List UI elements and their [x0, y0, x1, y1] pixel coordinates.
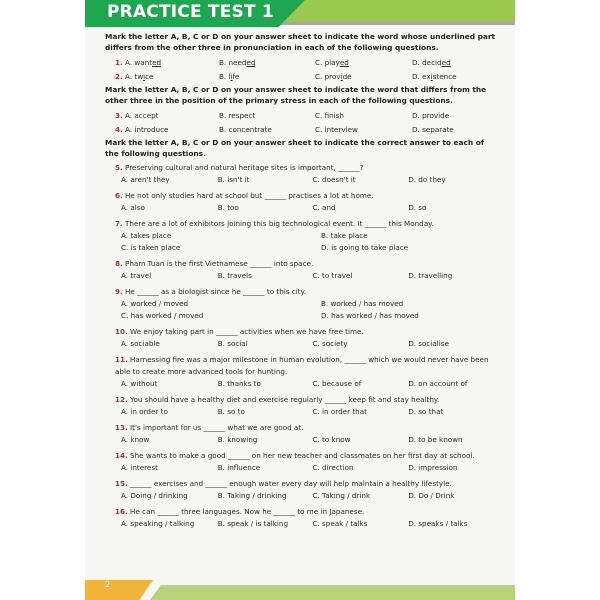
option-8d[interactable]: D. travelling — [408, 271, 453, 280]
option-3a[interactable]: 3. A. accept — [115, 111, 159, 120]
question-1 — [115, 56, 497, 70]
question-8: 8. Pham Tuan is the first Vietnamese ______ into space. A. travel B. travels C. to travel D. travelling — [115, 258, 497, 282]
header-shadow-strip — [275, 22, 515, 25]
option-4a[interactable]: 4. A. introduce — [115, 125, 169, 134]
option-11d[interactable]: D. on account of — [408, 379, 468, 388]
question-12: 12. You should have a healthy diet and exercise regularly ______ keep fit and stay healthy. A. in order to B. so to C. in order that D. so that — [115, 394, 497, 418]
option-9c[interactable]: C. has worked / moved — [121, 311, 204, 320]
question-2 — [115, 70, 497, 84]
option-12d[interactable]: D. so that — [408, 407, 444, 416]
test-content — [105, 31, 497, 530]
option-14b[interactable]: B. influence — [217, 463, 261, 472]
option-3c[interactable]: C. finish — [315, 111, 344, 120]
option-10b[interactable]: B. social — [217, 339, 248, 348]
question-15: 15. ______ exercises and ______ enough water every day will help maintain a healthy lifestyle. A. Doing / drinking B. Taking / drinking C. Taking / drink D. Do / Drink — [115, 478, 497, 502]
option-16c[interactable]: C. speak / talks — [312, 519, 368, 528]
option-4b[interactable]: B. concentrate — [219, 125, 272, 134]
question-13: 13. It's important for us ______ what we are good at. A. know B. knowing C. to know D. to be known — [115, 422, 497, 446]
option-11c[interactable]: C. because of — [312, 379, 362, 388]
option-4d[interactable]: D. separate — [412, 125, 454, 134]
option-12a[interactable]: A. in order to — [121, 407, 168, 416]
option-9b[interactable]: B. worked / has moved — [321, 299, 404, 308]
option-16d[interactable]: D. speaks / talks — [408, 519, 468, 528]
question-3 — [115, 109, 497, 123]
option-15d[interactable]: D. Do / Drink — [408, 491, 455, 500]
option-5c[interactable]: C. doesn't it — [312, 175, 356, 184]
option-1b[interactable]: B. needed — [219, 58, 256, 67]
option-1d[interactable]: D. decided — [412, 58, 451, 67]
option-7b[interactable]: B. take place — [321, 231, 368, 240]
question-stem: He ______ as a biologist since he ______ to this city. — [125, 287, 307, 296]
question-stem: It's important for us ______ what we are good at. — [130, 423, 304, 432]
option-7c[interactable]: C. is taken place — [121, 243, 181, 252]
question-stem: Pham Tuan is the first Vietnamese ______ into space. — [125, 259, 314, 268]
question-9: 9. He ______ as a biologist since he ______ to this city. A. worked / moved B. worked / has moved C. has worked / moved D. has worked / has moved — [115, 287, 419, 320]
option-12c[interactable]: C. in order that — [312, 407, 367, 416]
option-2a[interactable]: 2. A. twice — [115, 72, 154, 81]
option-15c[interactable]: C. Taking / drink — [312, 491, 371, 500]
question-10: 10. We enjoy taking part in ______ activities when we have free time. A. sociable B. social C. society D. socialise — [115, 326, 497, 350]
option-2b[interactable]: B. life — [219, 72, 240, 81]
question-6: 6. He not only studies hard at school but ______ practises a lot at home. A. also B. too C. and D. so — [115, 190, 497, 214]
option-5a[interactable]: A. aren't they — [121, 175, 170, 184]
option-6a[interactable]: A. also — [121, 203, 145, 212]
question-stem: ______ exercises and ______ enough water every day will help maintain a healthy lifestyle. — [130, 479, 452, 488]
option-13b[interactable]: B. knowing — [217, 435, 258, 444]
question-16: 16. He can ______ three languages. Now he ______ to me in Japanese. A. speaking / talking B. speak / is talking C. speak / talks D. speaks / talks — [115, 506, 497, 530]
option-10d[interactable]: D. socialise — [408, 339, 449, 348]
option-10c[interactable]: C. society — [312, 339, 348, 348]
option-6d[interactable]: D. so — [408, 203, 427, 212]
page-number: 2 — [105, 580, 111, 589]
question-5: 5. Preserving cultural and natural heritage sites is important, ______? A. aren't they B. isn't it C. doesn't it D. do they — [115, 162, 497, 186]
option-3b[interactable]: B. respect — [219, 111, 256, 120]
question-stem: He can ______ three languages. Now he ______ to me in Japanese. — [130, 507, 365, 516]
option-2d[interactable]: D. existence — [412, 72, 457, 81]
option-14c[interactable]: C. direction — [312, 463, 354, 472]
option-14d[interactable]: D. impression — [408, 463, 458, 472]
question-stem: He not only studies hard at school but ______ practises a lot at home. — [125, 191, 374, 200]
option-9a[interactable]: A. worked / moved — [121, 299, 189, 308]
option-15b[interactable]: B. Taking / drinking — [217, 491, 287, 500]
option-1c[interactable]: C. played — [315, 58, 349, 67]
question-stem: Preserving cultural and natural heritage sites is important, ______? — [125, 163, 364, 172]
option-2c[interactable]: C. provide — [315, 72, 352, 81]
option-9d[interactable]: D. has worked / has moved — [321, 311, 419, 320]
question-11: 11. Harnessing fire was a major milestone in human evolution, ______ which we would never have been able to create more advanced tools for hunting. A. without B. thanks to C. because of D. on account of — [115, 354, 497, 390]
option-8a[interactable]: A. travel — [121, 271, 152, 280]
question-stem: Harnessing fire was a major milestone in human evolution, ______ which we would never have been able to create more advanced tools for hunting. — [115, 355, 489, 376]
option-8c[interactable]: C. to travel — [312, 271, 353, 280]
option-16b[interactable]: B. speak / is talking — [217, 519, 289, 528]
option-5b[interactable]: B. isn't it — [217, 175, 250, 184]
question-stem: You should have a healthy diet and exercise regularly ______ keep fit and stay healthy. — [130, 395, 440, 404]
option-13d[interactable]: D. to be known — [408, 435, 463, 444]
question-4 — [115, 123, 497, 137]
option-3d[interactable]: D. provide — [412, 111, 450, 120]
option-1a[interactable]: 1. A. wanted — [115, 58, 162, 67]
instruction-stress: Mark the letter A, B, C or D on your answer sheet to indicate the word that differs from the other three in the position of the primary stress in each of the following questions. — [105, 85, 487, 105]
option-6c[interactable]: C. and — [312, 203, 336, 212]
option-5d[interactable]: D. do they — [408, 175, 446, 184]
question-stem: There are a lot of exhibitors joining this big technological event. It ______ this Monday. — [125, 219, 434, 228]
option-10a[interactable]: A. sociable — [121, 339, 160, 348]
option-7d[interactable]: D. is going to take place — [321, 243, 409, 252]
option-15a[interactable]: A. Doing / drinking — [121, 491, 188, 500]
option-13c[interactable]: C. to know — [312, 435, 351, 444]
option-12b[interactable]: B. so to — [217, 407, 245, 416]
question-7: 7. There are a lot of exhibitors joining this big technological event. It ______ this Monday. A. takes place B. take place C. is taken place D. is going to take place — [115, 219, 434, 252]
option-14a[interactable]: A. interest — [121, 463, 158, 472]
option-11a[interactable]: A. without — [121, 379, 158, 388]
instruction-correct-answer: Mark the letter A, B, C or D on your answer sheet to indicate the correct answer to each of the following questions. — [105, 138, 485, 158]
option-4c[interactable]: C. interview — [315, 125, 358, 134]
option-16a[interactable]: A. speaking / talking — [121, 519, 195, 528]
question-stem: We enjoy taking part in ______ activities when we have free time. — [130, 327, 364, 336]
page-title: PRACTICE TEST 1 — [107, 2, 274, 22]
question-stem: She wants to make a good ______ on her new teacher and classmates on her first day at school. — [130, 451, 475, 460]
footer-lime-band — [150, 585, 515, 600]
question-14: 14. She wants to make a good ______ on her new teacher and classmates on her first day at school. A. interest B. influence C. direction D. impression — [115, 450, 497, 474]
instruction-pronunciation: Mark the letter A, B, C or D on your answer sheet to indicate the word whose underlined part differs from the other three in pronunciation in each of the following questions. — [105, 32, 496, 52]
option-13a[interactable]: A. know — [121, 435, 150, 444]
header-banner — [85, 0, 515, 27]
option-6b[interactable]: B. too — [217, 203, 239, 212]
option-11b[interactable]: B. thanks to — [217, 379, 261, 388]
option-7a[interactable]: A. takes place — [121, 231, 172, 240]
option-8b[interactable]: B. travels — [217, 271, 252, 280]
